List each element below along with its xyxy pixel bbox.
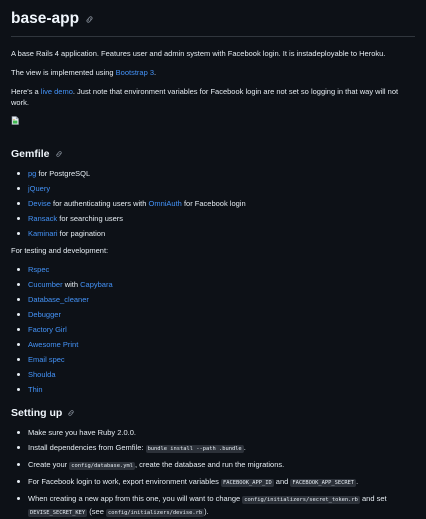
list-item [28,493,415,519]
gem-link[interactable]: Thin [28,385,43,394]
intro-view-end: . [154,68,157,77]
gem-link[interactable]: OmniAuth [148,199,182,208]
page-title-text: base-app [11,10,80,27]
setup-text: For Facebook login to work, export environment variables [28,477,222,486]
gem-link[interactable]: Debugger [28,310,61,319]
list-item [28,339,415,350]
list-item [28,228,415,239]
list-item [28,309,415,320]
setup-text: , create the database and run the migrations. [134,460,285,469]
gem-desc: for pagination [57,229,106,238]
link-icon[interactable] [85,15,94,24]
gem-link[interactable]: Factory Girl [28,325,67,334]
inline-code: FACEBOOK_APP_SECRET [292,480,355,486]
gem-desc: for Facebook login [181,199,246,208]
testing-gem-list [11,264,415,395]
setup-text: When creating a new app from this one, you will want to change [28,494,243,503]
list-item [28,442,415,455]
setup-text: and [273,477,291,486]
gem-desc: with [62,280,81,289]
list-item [28,384,415,395]
gem-desc: for PostgreSQL [36,169,91,178]
gemfile-heading [11,148,415,160]
gem-link[interactable]: pg [28,169,37,178]
page-title [11,10,415,37]
inline-code: config/database.yml [71,463,133,469]
list-item [28,168,415,179]
gem-link[interactable]: Rspec [28,265,50,274]
link-icon[interactable] [67,409,75,417]
list-item [28,279,415,290]
inline-code: FACEBOOK_APP_ID [223,480,272,486]
inline-code: config/initializers/devise.rb [107,510,203,516]
list-item [28,459,415,472]
list-item [28,294,415,305]
intro-view-text: The view is implemented using [11,68,116,77]
setup-text: ). [204,507,209,516]
intro-description: A base Rails 4 application. Features user and admin system with Facebook login. It is instadeployable to Heroku. [11,49,386,58]
list-item [28,476,415,489]
gem-list [11,168,415,239]
list-item [28,198,415,209]
setup-text: . [356,477,359,486]
inline-code: DEVISE_SECRET_KEY [30,510,86,516]
gem-link[interactable]: Email spec [28,355,65,364]
setup-list [11,427,415,519]
gem-desc: for searching users [57,214,124,223]
gem-link[interactable]: Cucumber [28,280,63,289]
list-item [28,183,415,194]
gem-link[interactable]: Devise [28,199,51,208]
list-item [28,354,415,365]
live-demo-link[interactable]: live demo [40,87,73,96]
bootstrap-link[interactable]: Bootstrap 3 [115,68,154,77]
setup-text: Make sure you have Ruby 2.0.0. [28,428,136,437]
list-item [28,213,415,224]
gem-link[interactable]: Awesome Print [28,340,79,349]
list-item [28,324,415,335]
intro-demo-note: . Just note that environment variables for Facebook login are not set so logging in that way will not work. [11,87,399,107]
testing-label: For testing and development: [11,246,109,255]
setup-text: (see [87,507,106,516]
gem-link[interactable]: Kaminari [28,229,58,238]
intro-view [11,67,415,78]
intro-demo-text: Here's a [11,87,41,96]
inline-code: config/initializers/secret_token.rb [244,497,358,503]
setup-text: Create your [28,460,70,469]
link-icon[interactable] [55,150,63,158]
list-item [28,264,415,275]
gem-desc: for authenticating users with [50,199,149,208]
gemfile-heading-text: Gemfile [11,148,50,160]
list-item [28,427,415,438]
gem-link[interactable]: Capybara [80,280,113,289]
gem-link[interactable]: Ransack [28,214,58,223]
setup-text: and set [359,494,387,503]
list-item [28,369,415,380]
setup-text: Install dependencies from Gemfile: [28,443,146,452]
gem-link[interactable]: Shoulda [28,370,56,379]
setup-text: . [243,443,246,452]
intro-demo [11,86,415,108]
inline-code: bundle install --path .bundle [147,446,242,452]
gem-link[interactable]: jQuery [28,184,51,193]
setup-heading-text: Setting up [11,407,63,419]
gem-link[interactable]: Database_cleaner [28,295,89,304]
setup-heading [11,407,415,419]
broken-image-icon [11,116,19,125]
